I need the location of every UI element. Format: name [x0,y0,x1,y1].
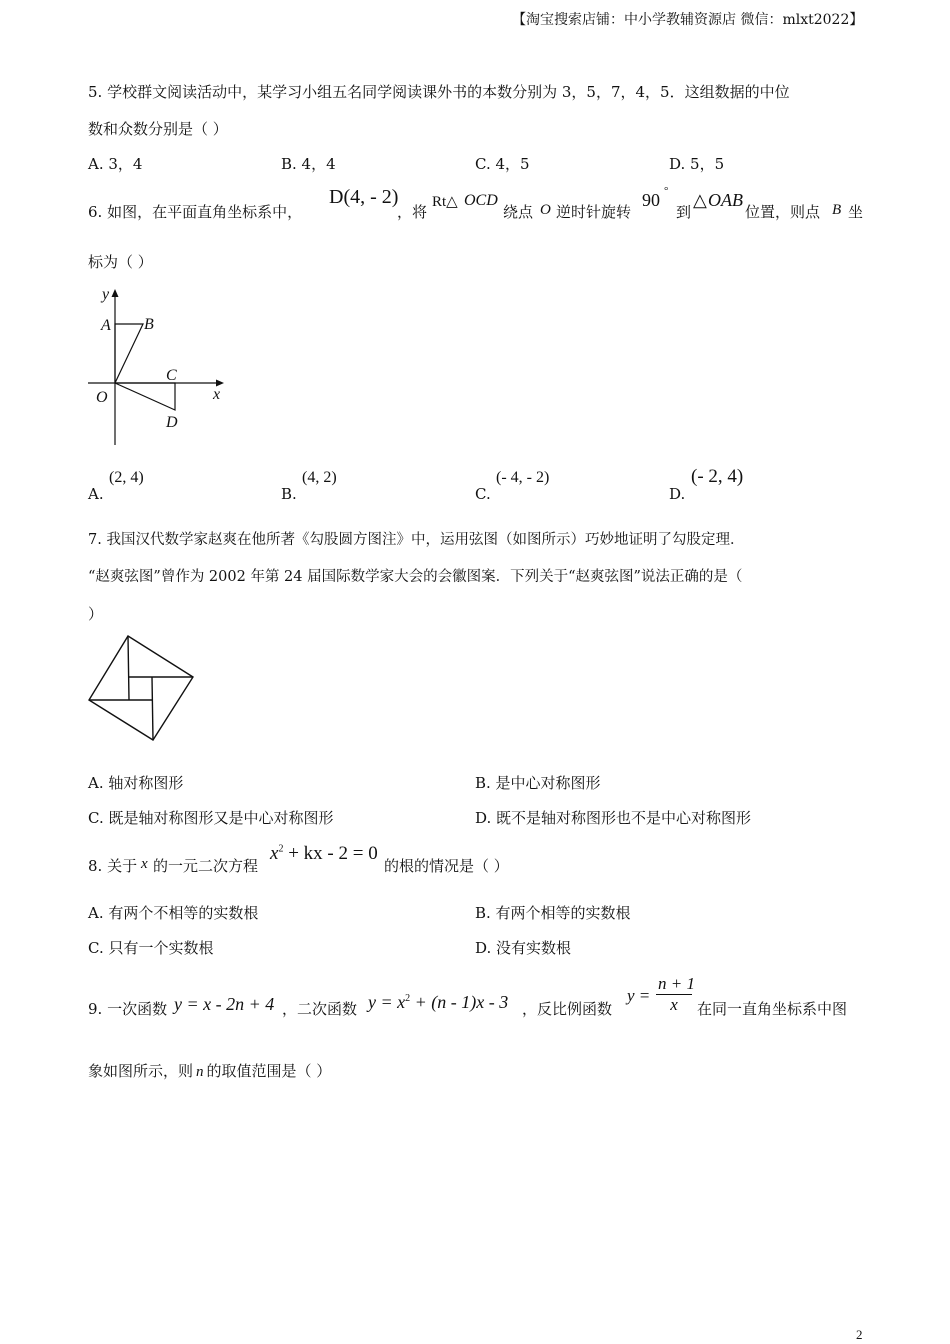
inner-line-1 [128,636,129,700]
q6-option-b-value: (4, 2) [302,469,337,486]
label-o: O [96,389,108,406]
q9-text-4: 在同一直角坐标系中图 [697,1000,848,1018]
q8-option-d: D. 没有实数根 [475,939,572,957]
q6-option-d-value: (- 2, 4) [691,466,744,487]
label-d: D [166,414,178,431]
label-y: y [102,286,110,303]
q9-linear-function: y = x - 2n + 4 [174,994,275,1014]
q6-triangle: △ [693,190,707,210]
q9-fraction-denominator: x [670,995,678,1014]
q6-text-6: 位置，则点 [745,203,821,221]
q9-f2-sup: 2 [405,993,411,1004]
q9-f2a: y = x [368,992,406,1012]
q6-text-3: 绕点 [503,203,534,221]
q9-fraction-numerator: n + 1 [658,974,695,993]
page-number: 2 [856,1327,863,1342]
q6-option-a-value: (2, 4) [109,469,144,486]
q7-option-b: B. 是中心对称图形 [475,774,601,792]
q6-text-2: ，将 [397,203,428,221]
q8-option-b: B. 有两个相等的实数根 [475,904,631,922]
label-c: C [166,367,177,384]
q8-x: x [141,856,148,872]
q9-line2-b: 的取值范围是（ ） [206,1062,332,1080]
q5-option-d: D. 5，5 [669,155,725,173]
triangle-oab [115,324,143,383]
q6-prefix: 6. 如图，在平面直角坐标系中， [88,203,303,221]
q6-o: O [540,202,551,218]
q6-text-7: 坐 [848,203,864,221]
q8-mid: 的一元二次方程 [153,857,259,875]
q6-degree: ° [664,185,669,197]
q9-reciprocal-y: y = [627,986,651,1005]
q5-option-a: A. 3，4 [88,155,143,173]
q5-line2: 数和众数分别是（ ） [88,120,228,138]
label-a: A [101,317,111,334]
q6-text-4: 逆时针旋转 [556,203,632,221]
q9-reciprocal-fraction [656,974,695,1015]
q6-option-a-letter: A. [88,485,104,503]
q5-option-b: B. 4，4 [281,155,336,173]
q6-option-b-letter: B. [281,485,297,503]
q8-eq-x: x [270,843,279,864]
q7-option-c: C. 既是轴对称图形又是中心对称图形 [88,809,334,827]
q6-line2: 标为（ ） [88,253,153,271]
q7-option-d: D. 既不是轴对称图形也不是中心对称图形 [475,809,752,827]
q5-option-c: C. 4，5 [475,155,530,173]
q6-angle: 90 [642,190,660,210]
header-watermark: 【淘宝搜索店铺：中小学教辅资源店 微信：mlxt2022】 [512,12,864,28]
q9-line2-a: 象如图所示，则 [88,1062,194,1080]
q9-quadratic-function [368,992,508,1013]
q8-prefix: 8. 关于 [88,857,138,875]
q6-text-5: 到 [676,203,692,221]
q6-oab: OAB [708,190,743,210]
q9-f2b: + (n - 1)x - 3 [410,992,509,1012]
label-x: x [213,386,221,403]
label-b: B [144,316,154,333]
y-axis-arrow [112,289,119,297]
triangle-ocd [115,383,175,410]
q8-option-a: A. 有两个不相等的实数根 [88,904,259,922]
q8-suffix: 的根的情况是（ ） [384,857,509,875]
q8-equation [270,843,378,865]
q6-ocd: OCD [464,192,498,209]
q9-line2 [88,1061,331,1082]
q6-point-d: D(4, - 2) [329,186,399,208]
q6-option-d-letter: D. [669,485,686,503]
q9-n: n [196,1064,204,1080]
q6-option-c-letter: C. [475,485,491,503]
q9-text-2: ，二次函数 [282,1000,358,1018]
q8-eq-rest: + kx - 2 = 0 [283,843,378,864]
q7-line3: ） [88,605,104,623]
q6-b: B [832,202,842,218]
q9-prefix: 9. 一次函数 [88,1000,168,1018]
zhao-shuang-string-diagram [86,634,196,744]
q5-line1: 5. 学校群文阅读活动中，某学习小组五名同学阅读课外书的本数分别为 3，5，7，4，5．这组数据的中位 [88,83,790,101]
q8-option-c: C. 只有一个实数根 [88,939,214,957]
q8-eq-sup: 2 [278,843,284,855]
q9-text-3: ，反比例函数 [522,1000,613,1018]
inner-line-3 [152,677,153,740]
outer-square [89,636,193,740]
q7-line1: 7. 我国汉代数学家赵爽在他所著《勾股圆方图注》中，运用弦图（如图所示）巧妙地证明了勾股定理． [88,532,745,548]
q6-option-c-value: (- 4, - 2) [496,469,550,486]
q7-line2: “赵爽弦图”曾作为 2002 年第 24 届国际数学家大会的会徽图案．下列关于“赵爽弦图”说法正确的是（ [88,569,743,585]
q6-rt: Rt△ [432,194,458,210]
q7-option-a: A. 轴对称图形 [88,774,184,792]
q6-coordinate-figure [80,280,240,450]
